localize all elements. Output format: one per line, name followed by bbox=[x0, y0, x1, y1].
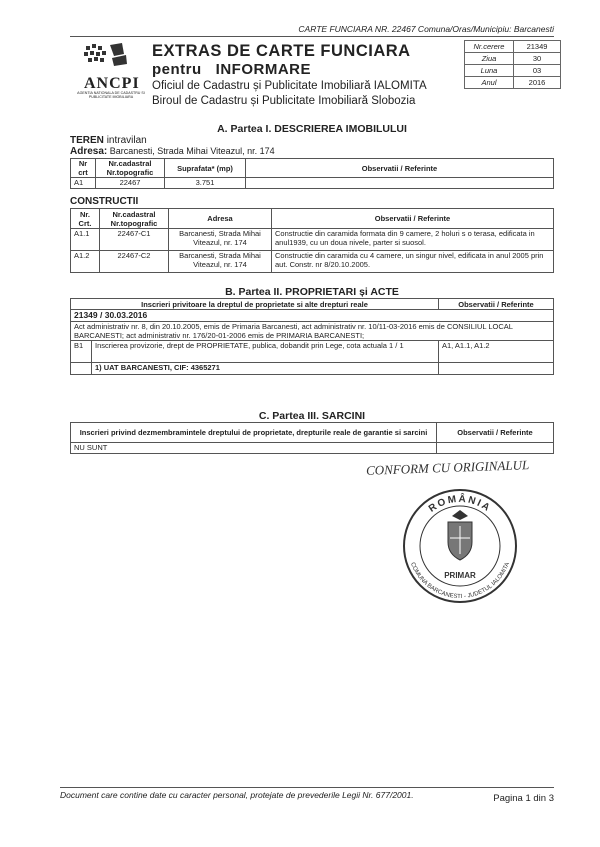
document-title: EXTRAS DE CARTE FUNCIARA bbox=[152, 42, 411, 60]
meta-label: Luna bbox=[465, 65, 514, 77]
cell: 22467 bbox=[96, 178, 165, 189]
entry-reference: A1, A1.1, A1.2 bbox=[439, 341, 554, 363]
meta-label: Anul bbox=[465, 77, 514, 89]
part-b-title: B. Partea II. PROPRIETARI și ACTE bbox=[225, 286, 399, 298]
constructii-label: CONSTRUCTII bbox=[70, 196, 139, 207]
meta-value: 30 bbox=[514, 53, 561, 65]
col-inscrieri: Inscrieri privind dezmembramintele dreptului de proprietate, drepturile reale de garantie si sarcini bbox=[71, 423, 437, 443]
cell: 3.751 bbox=[165, 178, 246, 189]
constructions-table bbox=[70, 208, 554, 273]
col-inscrieri: Inscrieri privitoare la dreptul de proprietate si alte drepturi reale bbox=[71, 299, 439, 310]
acts-list: Act administrativ nr. 8, din 20.10.2005, emis de Primaria Barcanesti, act administrativ nr. 10/11-03-2016 emis de CONSILIUL LOCAL BARCANESTI; act administrativ nr. 176/20-01-2006 emis de PRIMARIA BARCANESTI; bbox=[71, 322, 554, 341]
part-a-title: A. Partea I. DESCRIEREA IMOBILULUI bbox=[217, 123, 407, 135]
land-address bbox=[70, 146, 275, 157]
col-nr-cadastral: Nr.cadastral Nr.topografic bbox=[96, 159, 165, 178]
cell: Constructie din caramida cu 4 camere, un singur nivel, edificata in anul 2005 prin aut. Constr. nr 8/20.10.2005. bbox=[272, 251, 554, 273]
meta-label: Ziua bbox=[465, 53, 514, 65]
stamp-bottom-text: COMUNA BARCANESTI - JUDETUL IALOMITA bbox=[409, 561, 511, 601]
owners-table bbox=[70, 298, 554, 375]
table-row bbox=[71, 251, 554, 273]
col-nr-cadastral: Nr.cadastral Nr.topografic bbox=[100, 209, 169, 229]
entry-text: Inscrierea provizorie, drept de PROPRIETATE, publica, dobandit prin Lege, cota actuala 1 / 1 bbox=[92, 341, 439, 363]
meta-value: 21349 bbox=[514, 41, 561, 53]
svg-text:COMUNA BARCANESTI - JUDETUL IA bbox=[409, 562, 511, 600]
cell: A1.2 bbox=[71, 251, 100, 273]
table-row bbox=[71, 178, 554, 189]
adresa-value: Barcanesti, Strada Mihai Viteazul, nr. 174 bbox=[109, 146, 275, 156]
meta-value: 2016 bbox=[514, 77, 561, 89]
cell: A1 bbox=[71, 178, 96, 189]
meta-value: 03 bbox=[514, 65, 561, 77]
table-row bbox=[71, 341, 554, 363]
handwritten-certification: CONFORM CU ORIGINALUL bbox=[365, 457, 530, 478]
cell bbox=[246, 178, 554, 189]
entry-id: B1 bbox=[71, 341, 92, 363]
office-name: Oficiul de Cadastru și Publicitate Imobiliară IALOMITA bbox=[152, 80, 427, 92]
cell: 22467-C1 bbox=[100, 229, 169, 251]
col-nr-crt: Nr crt bbox=[71, 159, 96, 178]
cell: 22467-C2 bbox=[100, 251, 169, 273]
logo-wordmark: ANCPI bbox=[84, 75, 140, 92]
col-observatii: Observatii / Referinte bbox=[437, 423, 554, 443]
table-row bbox=[71, 322, 554, 341]
part-c-title: C. Partea III. SARCINI bbox=[258, 410, 366, 422]
header-divider bbox=[70, 36, 554, 37]
col-observatii: Observatii / Referinte bbox=[272, 209, 554, 229]
cell: Barcanesti, Strada Mihai Viteazul, nr. 174 bbox=[169, 251, 272, 273]
cell: NU SUNT bbox=[71, 443, 437, 454]
document-subtitle: pentru INFORMARE bbox=[152, 61, 311, 78]
adresa-label: Adresa: bbox=[70, 146, 108, 157]
col-observatii: Observatii / Referinte bbox=[439, 299, 554, 310]
table-row bbox=[71, 443, 554, 454]
bureau-name: Biroul de Cadastru și Publicitate Imobiliară Slobozia bbox=[152, 95, 416, 107]
cell: Constructie din caramida formata din 9 camere, 2 holuri s o terasa, edificata in anul1939, cu un doua nivele, parter si suosol. bbox=[272, 229, 554, 251]
encumbrances-table bbox=[70, 422, 554, 454]
stamp-top-text: ROMÂNIA bbox=[426, 493, 494, 515]
cell: Barcanesti, Strada Mihai Viteazul, nr. 174 bbox=[169, 229, 272, 251]
meta-label: Nr.cerere bbox=[465, 41, 514, 53]
land-type bbox=[70, 135, 147, 146]
col-adresa: Adresa bbox=[169, 209, 272, 229]
request-info-table bbox=[464, 40, 561, 89]
table-row bbox=[71, 229, 554, 251]
teren-label: TEREN bbox=[70, 135, 104, 146]
cell: A1.1 bbox=[71, 229, 100, 251]
coat-of-arms-icon bbox=[448, 510, 472, 560]
stamp-center-text: PRIMAR bbox=[444, 571, 476, 580]
cf-header-reference: CARTE FUNCIARA NR. 22467 Comuna/Oras/Municipiu: Barcanesti bbox=[298, 24, 554, 34]
col-suprafata: Suprafata* (mp) bbox=[165, 159, 246, 178]
registration-date: 21349 / 30.03.2016 bbox=[71, 310, 554, 322]
footer-divider bbox=[60, 787, 554, 788]
table-row bbox=[71, 363, 554, 375]
owner-name: 1) UAT BARCANESTI, CIF: 4365271 bbox=[92, 363, 439, 375]
col-nr-crt: Nr. Crt. bbox=[71, 209, 100, 229]
privacy-notice: Document care contine date cu caracter personal, protejate de prevederile Legii Nr. 677/2001. bbox=[60, 790, 414, 800]
page-number: Pagina 1 din 3 bbox=[493, 793, 554, 804]
logo-subtitle: AGENTIA NATIONALA DE CADASTRU SI PUBLICITATE IMOBILIARA bbox=[77, 91, 145, 100]
table-row bbox=[71, 310, 554, 322]
teren-type: intravilan bbox=[106, 135, 147, 146]
land-table bbox=[70, 158, 554, 189]
col-observatii: Observatii / Referinte bbox=[246, 159, 554, 178]
official-stamp-seal bbox=[394, 480, 526, 606]
